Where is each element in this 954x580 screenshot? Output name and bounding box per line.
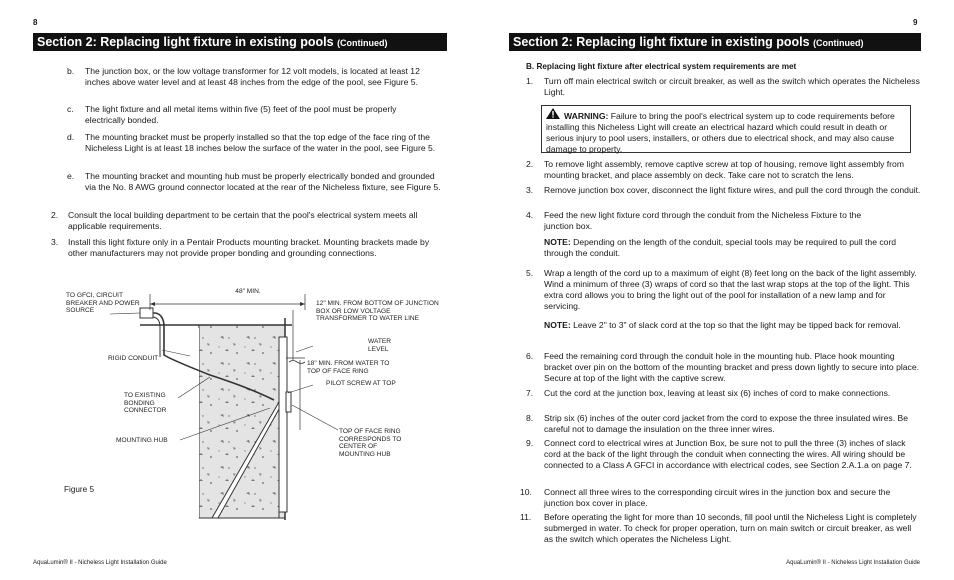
list-label: 1. <box>526 76 534 86</box>
list-label: c. <box>67 104 74 114</box>
list-label: 5. <box>526 268 534 278</box>
label-gfci: TO GFCI, CIRCUIT BREAKER AND POWER SOURCE <box>66 292 140 315</box>
footer-left: AquaLumin® II - Nicheless Light Installation Guide <box>33 560 167 566</box>
list-text: The junction box, or the low voltage transformer for 12 volt models, is located at least 12 inches above water level and at least 48 inches from the edge of the pool, see Figure 5. <box>85 66 420 87</box>
note-label: NOTE: <box>544 237 571 247</box>
list-item <box>526 351 921 384</box>
list-item <box>526 268 921 312</box>
list-text: The mounting bracket must be properly installed so that the top edge of the face ring of the Nicheless Light is at least 18 inches below the surface of the water in the pool, see Figure 5. <box>85 132 436 153</box>
light-fixture <box>279 337 287 512</box>
section-title: Section 2: Replacing light fixture in existing pools <box>37 35 334 49</box>
label-rigid-conduit: RIGID CONDUIT <box>108 355 159 362</box>
subheading-b: B. Replacing light fixture after electrical system requirements are met <box>526 62 797 71</box>
note-text: Leave 2" to 3" of slack cord at the top so that the light may be tipped back for removal. <box>573 320 901 330</box>
list-label: 4. <box>526 210 534 220</box>
label-water-level: WATER LEVEL <box>368 338 392 353</box>
warning-box <box>541 105 911 153</box>
list-item <box>526 210 886 232</box>
list-item <box>67 132 442 154</box>
label-top-face-ring: TOP OF FACE RING CORRESPONDS TO CENTER OF MOUNTING HUB <box>339 428 402 458</box>
section-suffix: (Continued) <box>813 38 864 48</box>
label-12-min: 12" MIN. FROM BOTTOM OF JUNCTION BOX OR LOW VOLTAGE TRANSFORMER TO WATER LINE <box>316 300 439 323</box>
list-text: Consult the local building department to be certain that the pool's electrical system meets all applicable requirements. <box>68 210 418 231</box>
list-text: Remove junction box cover, disconnect the light fixture wires, and pull the cord through the conduit. <box>544 185 921 195</box>
section-title: Section 2: Replacing light fixture in existing pools <box>513 35 810 49</box>
list-item <box>526 413 921 435</box>
label-18-min: 18" MIN. FROM WATER TO TOP OF FACE RING <box>307 360 390 375</box>
list-text: Feed the remaining cord through the conduit hole in the mounting hub. Place hook mounting bracket over pin on the bottom of the mounting bracket and press down lightly to secure into place. Secure at top of the light with the captive screw. <box>544 351 919 383</box>
list-label: 6. <box>526 351 534 361</box>
list-label: 3. <box>51 237 59 247</box>
list-label: 7. <box>526 388 534 398</box>
label-mounting-hub: MOUNTING HUB <box>116 437 168 444</box>
list-item <box>520 487 921 509</box>
list-text: Turn off main electrical switch or circuit breaker, as well as the switch which operates the Nicheless Light. <box>544 76 920 97</box>
note-1 <box>544 237 909 259</box>
list-text: Install this light fixture only in a Pentair Products mounting bracket. Mounting brackets made by other manufacturers may not provide proper bonding and grounding connections. <box>68 237 430 258</box>
list-item <box>526 185 921 196</box>
list-text: Wrap a length of the cord up to a maximum of eight (8) feet long on the back of the light assembly. Wind a minimum of three (3) wraps of cord so that the last wrap stops at the top of the light. This extra cord allows you to bring the light out of the pool for installation of a new lamp and for servicing. <box>544 268 917 311</box>
list-label: 10. <box>520 487 532 497</box>
list-text: Connect cord to electrical wires at Junction Box, be sure not to pull the three (3) inches of slack cord at the back of the light through the conduit when connecting the wires. All wiring should be connected to a Class A GFCI in accordance with electrical codes, see Section 2.A.1.a on page 7. <box>544 438 912 470</box>
section-header-right <box>509 33 921 51</box>
list-item <box>520 512 921 545</box>
list-label: 8. <box>526 413 534 423</box>
warning-label: WARNING: <box>564 111 609 121</box>
warning-text: Failure to bring the pool's electrical system up to code requirements before installing this Nicheless Light will create an electrical hazard which could result in death or serious injury to pool users, installers, or others due to electrical shock, and may also cause damage to property. <box>546 111 895 154</box>
list-item <box>67 104 442 126</box>
list-item <box>51 237 443 259</box>
list-item <box>526 76 921 98</box>
list-label: b. <box>67 66 75 76</box>
list-label: 2. <box>526 159 534 169</box>
list-label: d. <box>67 132 75 142</box>
label-bonding-connector: TO EXISTING BONDING CONNECTOR <box>124 392 167 415</box>
note-label: NOTE: <box>544 320 571 330</box>
list-item <box>526 388 921 399</box>
list-text: The mounting bracket and mounting hub must be properly electrically bonded and grounded via the No. 8 AWG ground connector located at the rear of the Nicheless fixture, see Figure 5. <box>85 171 441 192</box>
list-item <box>67 66 442 88</box>
label-48-min: 48" MIN. <box>235 288 261 295</box>
list-text: The light fixture and all metal items within five (5) feet of the pool must be properly electrically bonded. <box>85 104 397 125</box>
label-pilot-screw: PILOT SCREW AT TOP <box>326 380 396 387</box>
footer-right: AquaLumin® II - Nicheless Light Installation Guide <box>786 560 920 566</box>
list-text: Feed the new light fixture cord through the conduit from the Nicheless Fixture to the junction box. <box>544 210 862 231</box>
list-text: Connect all three wires to the corresponding circuit wires in the junction box and secure the junction box cover in place. <box>544 487 891 508</box>
section-suffix: (Continued) <box>337 38 388 48</box>
list-text: Before operating the light for more than 10 seconds, fill pool until the Nicheless Light is completely submerged in water. To check for proper operation, turn on main switch or circuit breaker, as well as the switch which operates the Nicheless Light. <box>544 512 917 544</box>
list-label: e. <box>67 171 75 181</box>
note-2 <box>544 320 909 331</box>
list-item <box>51 210 443 232</box>
warning-triangle-icon <box>546 108 564 122</box>
note-text: Depending on the length of the conduit, special tools may be required to pull the cord through the conduit. <box>544 237 897 258</box>
page-number-left: 8 <box>33 18 38 27</box>
list-item <box>67 171 442 193</box>
section-header-left <box>33 33 447 51</box>
list-label: 9. <box>526 438 534 448</box>
page-number-right: 9 <box>913 18 918 27</box>
list-label: 11. <box>520 512 532 522</box>
figure-caption: Figure 5 <box>64 485 95 494</box>
list-label: 3. <box>526 185 534 195</box>
list-item <box>526 438 921 471</box>
list-label: 2. <box>51 210 59 220</box>
list-item <box>526 159 921 181</box>
list-text: To remove light assembly, remove captive screw at top of housing, remove light assembly from mounting bracket, and place assembly on deck. Take care not to scratch the lens. <box>544 159 904 180</box>
list-text: Cut the cord at the junction box, leaving at least six (6) inches of cord to make connections. <box>544 388 891 398</box>
list-text: Strip six (6) inches of the outer cord jacket from the cord to expose the three insulated wires. Be careful not to damage the insulation on the three inner wires. <box>544 413 908 434</box>
